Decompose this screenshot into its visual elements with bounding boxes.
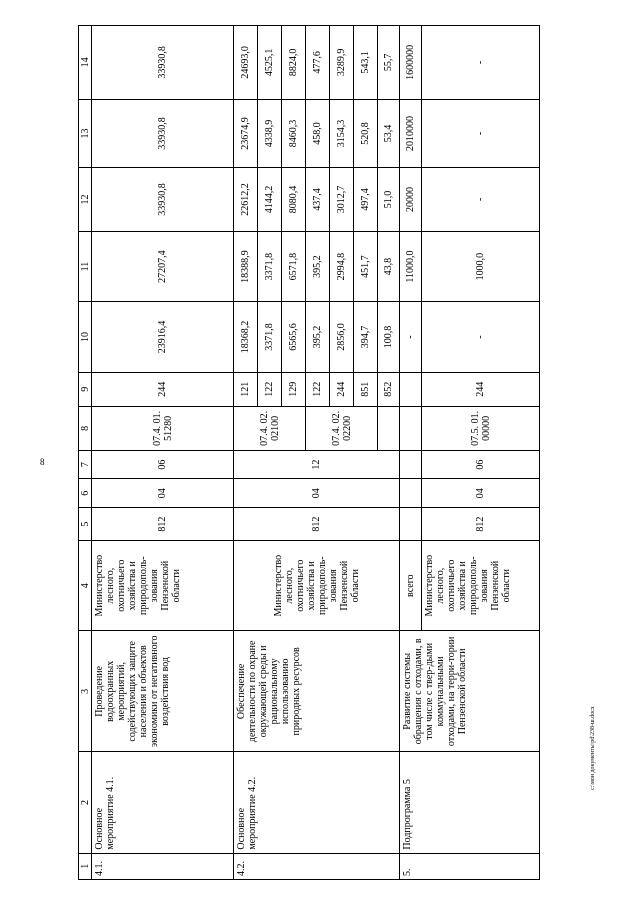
measure-name: Подпрограмма 5 bbox=[400, 752, 540, 853]
value-cell: 394,7 bbox=[354, 302, 378, 372]
value-cell: 2994,8 bbox=[330, 231, 354, 301]
value-cell: 3371,8 bbox=[258, 302, 282, 372]
program-table bbox=[78, 25, 540, 880]
executor: Министерство лесного, охотничьего хозяйства и природополь-зования Пензенской области bbox=[92, 541, 234, 631]
value-cell: 4144,2 bbox=[258, 168, 282, 232]
value-cell: 33930,8 bbox=[92, 99, 234, 167]
value-cell: 458,0 bbox=[306, 99, 330, 167]
value-cell: 18388,9 bbox=[234, 231, 258, 301]
header-cell: 8 bbox=[79, 406, 92, 450]
value-cell: 24693,0 bbox=[234, 26, 258, 100]
measure-description: Развитие системы обращения с отходами, в том числе с твер-дыми коммунальными отходами, на терри-тории Пензенской области bbox=[400, 631, 540, 752]
row-number: 4.2. bbox=[234, 853, 400, 879]
header-row bbox=[79, 26, 92, 880]
header-cell: 3 bbox=[79, 631, 92, 752]
vr-code: 122 bbox=[258, 372, 282, 406]
total-label: всего bbox=[400, 541, 422, 631]
vr-code: 244 bbox=[330, 372, 354, 406]
value-cell: - bbox=[422, 26, 540, 100]
value-cell: 33930,8 bbox=[92, 26, 234, 100]
value-cell: - bbox=[422, 168, 540, 232]
csr-code bbox=[378, 406, 400, 450]
header-cell: 1 bbox=[79, 853, 92, 879]
rz-code: 04 bbox=[92, 479, 234, 508]
value-cell: 33930,8 bbox=[92, 168, 234, 232]
value-cell: 22612,2 bbox=[234, 168, 258, 232]
rotated-page bbox=[78, 25, 528, 880]
header-cell: 4 bbox=[79, 541, 92, 631]
vr-code: 244 bbox=[92, 372, 234, 406]
pr-code: 06 bbox=[92, 450, 234, 479]
row-number: 5. bbox=[400, 853, 540, 879]
header-cell: 9 bbox=[79, 372, 92, 406]
value-cell: - bbox=[422, 99, 540, 167]
measure-name: Основное мероприятие 4.2. bbox=[234, 752, 400, 853]
value-cell: 497,4 bbox=[354, 168, 378, 232]
row-number: 4.1. bbox=[92, 853, 234, 879]
header-cell: 5 bbox=[79, 508, 92, 541]
grbs-code: 812 bbox=[92, 508, 234, 541]
vr-code: 129 bbox=[282, 372, 306, 406]
header-cell: 13 bbox=[79, 99, 92, 167]
table-row bbox=[400, 26, 422, 880]
value-cell: 51,0 bbox=[378, 168, 400, 232]
value-cell: 1000,0 bbox=[422, 231, 540, 301]
value-cell: 4338,9 bbox=[258, 99, 282, 167]
value-cell: 18368,2 bbox=[234, 302, 258, 372]
executor: Министерство лесного, охотничьего хозяйства и природополь-зования Пензенской области bbox=[234, 541, 400, 631]
executor: Министерство лесного, охотничьего хозяйства и природополь-зования Пензенской области bbox=[422, 541, 540, 631]
value-cell: 55,7 bbox=[378, 26, 400, 100]
csr-code: 07.4. 01. 51280 bbox=[92, 406, 234, 450]
value-cell: 477,6 bbox=[306, 26, 330, 100]
page-number: 8 bbox=[40, 457, 45, 467]
file-path-footer: c:\мои документы\pd\238-ш.docx bbox=[590, 706, 596, 790]
header-cell: 14 bbox=[79, 26, 92, 100]
value-cell: 3289,9 bbox=[330, 26, 354, 100]
value-cell: 23674,9 bbox=[234, 99, 258, 167]
header-cell: 12 bbox=[79, 168, 92, 232]
measure-description: Проведение водоохранных мероприятий, содействующих защите населения и объектов экономики от негативного воздействия вод bbox=[92, 631, 234, 752]
header-cell: 11 bbox=[79, 231, 92, 301]
value-cell: 6571,8 bbox=[282, 231, 306, 301]
header-cell: 2 bbox=[79, 752, 92, 853]
pr-code: 06 bbox=[422, 450, 540, 479]
table-row bbox=[234, 26, 258, 880]
vr-code: 851 bbox=[354, 372, 378, 406]
value-cell: 53,4 bbox=[378, 99, 400, 167]
value-cell: 27207,4 bbox=[92, 231, 234, 301]
csr-code: 07.4. 02. 02100 bbox=[234, 406, 306, 450]
value-cell: 395,2 bbox=[306, 231, 330, 301]
value-cell: 4525,1 bbox=[258, 26, 282, 100]
header-cell: 7 bbox=[79, 450, 92, 479]
value-cell: 11000,0 bbox=[400, 231, 422, 301]
csr-code: 07.4. 02. 02200 bbox=[306, 406, 378, 450]
value-cell: 3371,8 bbox=[258, 231, 282, 301]
value-cell: 20000 bbox=[400, 168, 422, 232]
vr-code: 852 bbox=[378, 372, 400, 406]
value-cell: 437,4 bbox=[306, 168, 330, 232]
measure-name: Основное мероприятие 4.1. bbox=[92, 752, 234, 853]
vr-code: 122 bbox=[306, 372, 330, 406]
grbs-code: 812 bbox=[234, 508, 400, 541]
value-cell: 1600000 bbox=[400, 26, 422, 100]
value-cell: 6565,6 bbox=[282, 302, 306, 372]
value-cell: 8824,0 bbox=[282, 26, 306, 100]
value-cell: 8460,3 bbox=[282, 99, 306, 167]
value-cell: 2856,0 bbox=[330, 302, 354, 372]
vr-code: 121 bbox=[234, 372, 258, 406]
header-cell: 6 bbox=[79, 479, 92, 508]
value-cell: 543,1 bbox=[354, 26, 378, 100]
value-cell: 3012,7 bbox=[330, 168, 354, 232]
value-cell: - bbox=[400, 302, 422, 372]
pr-code: 12 bbox=[234, 450, 400, 479]
value-cell: 23916,4 bbox=[92, 302, 234, 372]
value-cell: 395,2 bbox=[306, 302, 330, 372]
table-row bbox=[92, 26, 234, 880]
rz-code: 04 bbox=[234, 479, 400, 508]
value-cell: 451,7 bbox=[354, 231, 378, 301]
value-cell: 3154,3 bbox=[330, 99, 354, 167]
rz-code: 04 bbox=[422, 479, 540, 508]
value-cell: 8080,4 bbox=[282, 168, 306, 232]
value-cell: 2010000 bbox=[400, 99, 422, 167]
header-cell: 10 bbox=[79, 302, 92, 372]
vr-code: 244 bbox=[422, 372, 540, 406]
value-cell: 100,8 bbox=[378, 302, 400, 372]
value-cell: 520,8 bbox=[354, 99, 378, 167]
grbs-code: 812 bbox=[422, 508, 540, 541]
csr-code: 07.5. 01. 00000 bbox=[422, 406, 540, 450]
value-cell: 43,8 bbox=[378, 231, 400, 301]
measure-description: Обеспечение деятельности по охране окружающей среды и рациональному использованию природных ресурсов bbox=[234, 631, 400, 752]
value-cell: - bbox=[422, 302, 540, 372]
